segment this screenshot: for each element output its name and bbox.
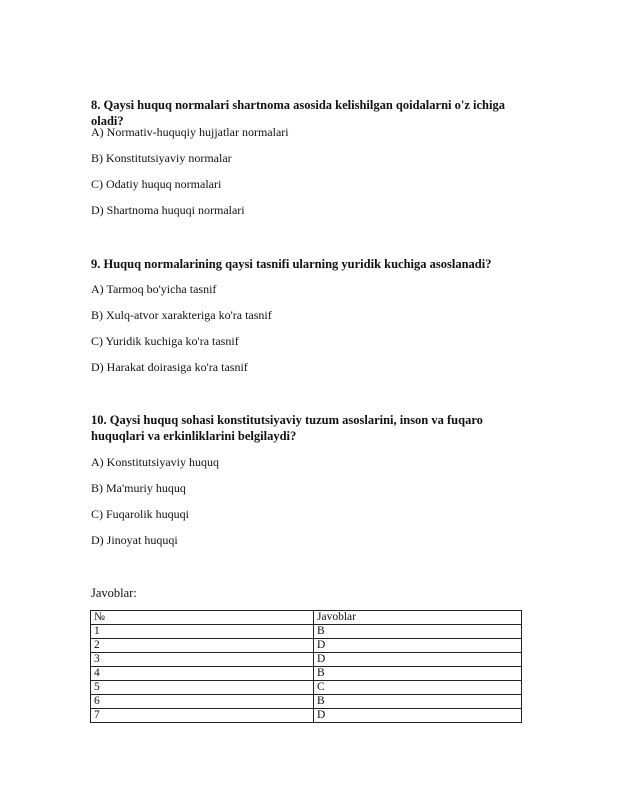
question-10-option-a: A) Konstitutsiyaviy huquq — [91, 455, 219, 469]
question-10-title: 10. Qaysi huquq sohasi konstitutsiyaviy tuzum asoslarini, inson va fuqaro huquqlari va erkinliklarini belgilaydi? — [91, 413, 483, 443]
question-9-title: 9. Huquq normalarining qaysi tasnifi ularning yuridik kuchiga asoslanadi? — [91, 257, 492, 271]
table-row — [91, 695, 522, 709]
question-10-option-c: C) Fuqarolik huquqi — [91, 507, 189, 521]
answers-label: Javoblar: — [91, 586, 137, 600]
answer-value: B — [314, 625, 522, 639]
question-8-option-b: B) Konstitutsiyaviy normalar — [91, 151, 232, 165]
answer-value: D — [314, 709, 522, 723]
question-9-option-b: B) Xulq-atvor xarakteriga ko'ra tasnif — [91, 308, 272, 322]
table-row — [91, 667, 522, 681]
answer-value: B — [314, 667, 522, 681]
answer-value: C — [314, 681, 522, 695]
answers-header-row — [91, 611, 522, 625]
question-9-option-a: A) Tarmoq bo'yicha tasnif — [91, 282, 217, 296]
answer-value: B — [314, 695, 522, 709]
table-row — [91, 709, 522, 723]
answer-value: D — [314, 639, 522, 653]
answer-number: 4 — [91, 667, 314, 681]
answer-value: D — [314, 653, 522, 667]
answer-number: 7 — [91, 709, 314, 723]
answer-number: 5 — [91, 681, 314, 695]
table-row — [91, 639, 522, 653]
answer-number: 1 — [91, 625, 314, 639]
question-8-option-d: D) Shartnoma huquqi normalari — [91, 203, 245, 217]
question-9-option-d: D) Harakat doirasiga ko'ra tasnif — [91, 360, 248, 374]
question-10-option-b: B) Ma'muriy huquq — [91, 481, 186, 495]
answer-number: 2 — [91, 639, 314, 653]
answers-header-answer: Javoblar — [314, 611, 522, 625]
table-row — [91, 681, 522, 695]
question-8-title: 8. Qaysi huquq normalari shartnoma asosida kelishilgan qoidalarni o'z ichiga oladi? — [91, 98, 505, 128]
answer-number: 6 — [91, 695, 314, 709]
answers-table — [90, 610, 522, 723]
question-8-option-a: A) Normativ-huquqiy hujjatlar normalari — [91, 125, 289, 139]
question-9-option-c: C) Yuridik kuchiga ko'ra tasnif — [91, 334, 239, 348]
table-row — [91, 625, 522, 639]
answer-number: 3 — [91, 653, 314, 667]
table-row — [91, 653, 522, 667]
answers-header-number: № — [91, 611, 314, 625]
question-8-option-c: C) Odatiy huquq normalari — [91, 177, 222, 191]
question-10-option-d: D) Jinoyat huquqi — [91, 533, 178, 547]
